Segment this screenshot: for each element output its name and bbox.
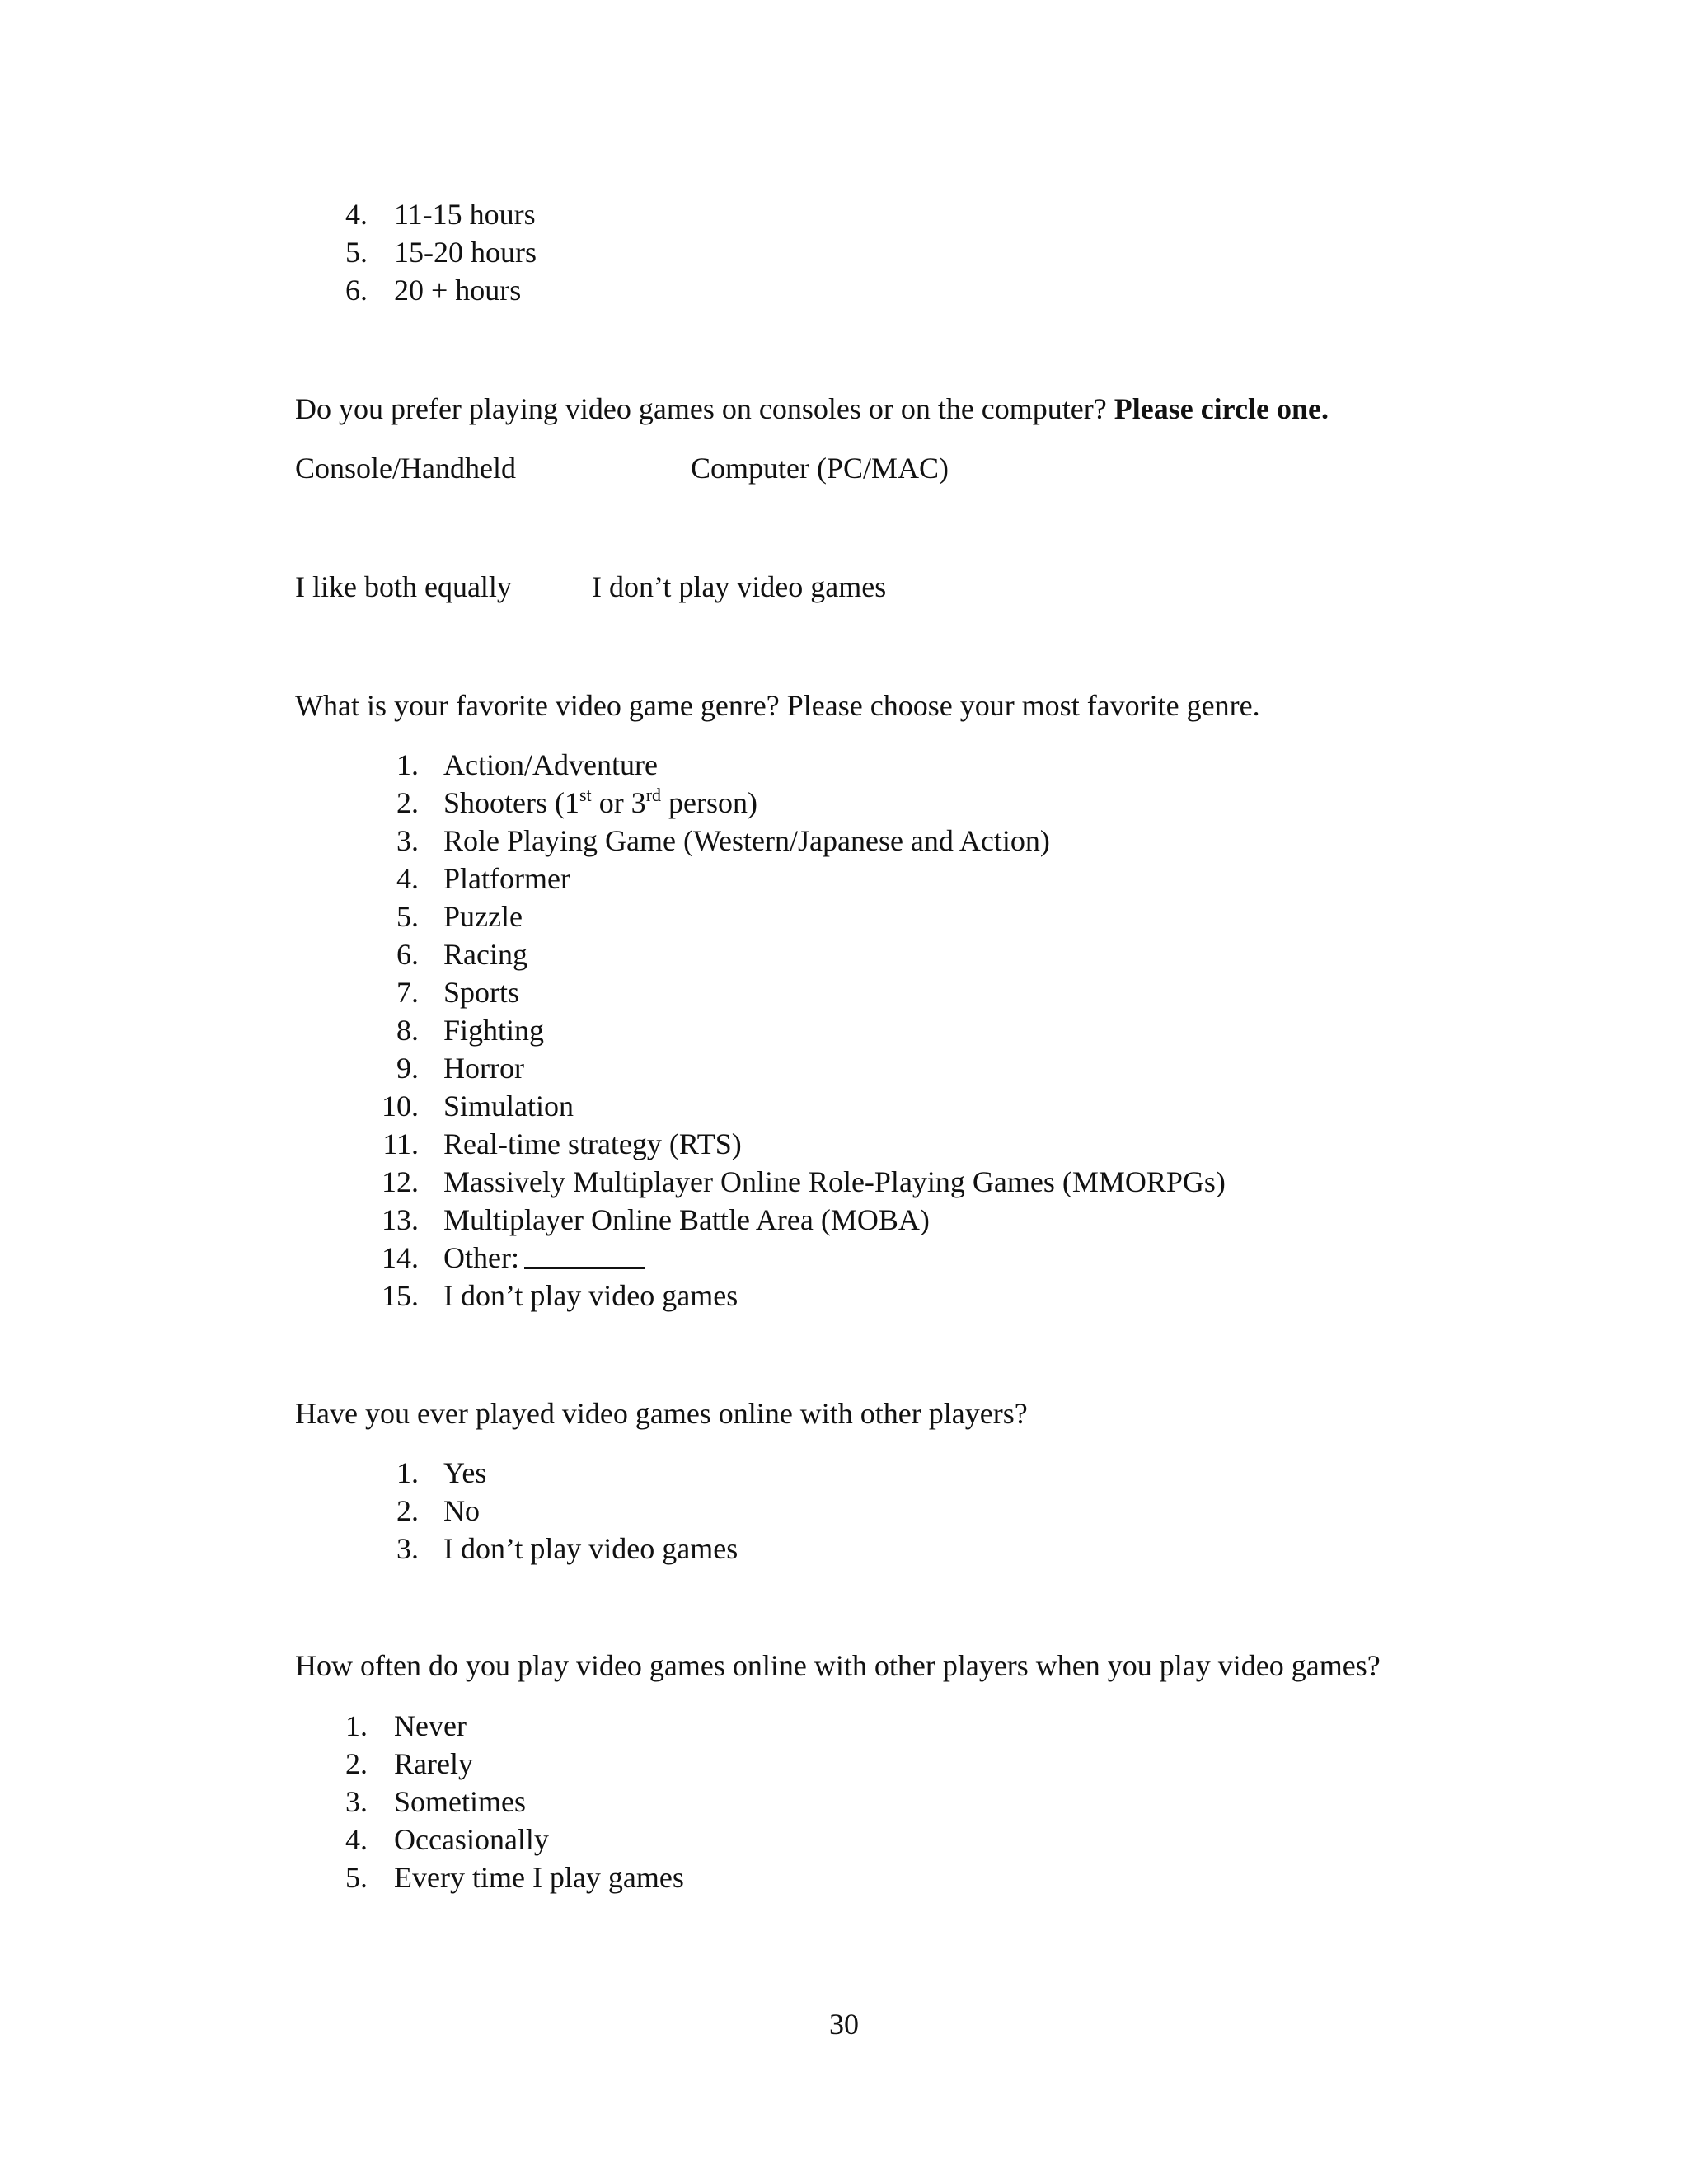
list-number: 15. — [382, 1279, 419, 1312]
option-both: I like both equally — [295, 570, 512, 603]
list-number: 12. — [382, 1165, 419, 1198]
list-item: Yes — [443, 1456, 487, 1489]
list-number: 5. — [396, 900, 419, 933]
list-item: I don’t play video games — [443, 1279, 738, 1312]
list-number: 2. — [396, 1494, 419, 1527]
list-item: No — [443, 1494, 480, 1527]
list-item: 15-20 hours — [394, 236, 537, 269]
list-number: 11. — [382, 1127, 419, 1160]
item-text: Other: — [443, 1241, 519, 1274]
list-item: Simulation — [443, 1090, 574, 1122]
list-number: 7. — [396, 976, 419, 1009]
list-item: Fighting — [443, 1014, 545, 1047]
list-number: 14. — [382, 1241, 419, 1274]
list-number: 10. — [382, 1090, 419, 1122]
list-item: Every time I play games — [394, 1861, 684, 1894]
question-genre: What is your favorite video game genre? Please choose your most favorite genre. — [295, 689, 1260, 722]
list-item: Rarely — [394, 1747, 473, 1780]
question-emphasis: Please circle one. — [1114, 392, 1329, 425]
list-item: Racing — [443, 938, 528, 971]
list-number: 13. — [382, 1203, 419, 1236]
list-item: Puzzle — [443, 900, 523, 933]
list-item: Never — [394, 1709, 467, 1742]
list-number: 1. — [345, 1709, 368, 1742]
item-text: Shooters (1 — [443, 786, 579, 819]
question-platform — [295, 390, 1329, 428]
list-item: Occasionally — [394, 1823, 549, 1856]
list-number: 5. — [345, 236, 368, 269]
list-item: Sometimes — [394, 1785, 526, 1818]
list-number: 3. — [345, 1785, 368, 1818]
list-item: Sports — [443, 976, 520, 1009]
list-number: 4. — [345, 1823, 368, 1856]
list-number: 4. — [396, 862, 419, 895]
page-number: 30 — [829, 2008, 859, 2041]
item-text: or 3 — [591, 786, 646, 819]
list-item: Real-time strategy (RTS) — [443, 1127, 742, 1160]
question-text: Do you prefer playing video games on consoles or on the computer? — [295, 392, 1107, 425]
list-number: 2. — [396, 786, 419, 819]
list-item: 11-15 hours — [394, 198, 536, 231]
list-item: I don’t play video games — [443, 1532, 738, 1565]
list-number: 1. — [396, 748, 419, 781]
question-online: Have you ever played video games online with other players? — [295, 1397, 1028, 1430]
fill-in-blank[interactable] — [524, 1242, 645, 1269]
superscript: st — [579, 785, 592, 805]
list-number: 8. — [396, 1014, 419, 1047]
list-number: 4. — [345, 198, 368, 231]
list-item: Role Playing Game (Western/Japanese and Action) — [443, 824, 1050, 857]
list-number: 3. — [396, 1532, 419, 1565]
list-number: 2. — [345, 1747, 368, 1780]
list-item: 20 + hours — [394, 274, 522, 307]
list-item: Platformer — [443, 862, 570, 895]
list-item: Action/Adventure — [443, 748, 658, 781]
list-number: 9. — [396, 1052, 419, 1085]
list-item — [443, 784, 757, 822]
option-console: Console/Handheld — [295, 452, 516, 485]
list-number: 1. — [396, 1456, 419, 1489]
question-frequency: How often do you play video games online with other players when you play video games? — [295, 1649, 1381, 1682]
list-item: Multiplayer Online Battle Area (MOBA) — [443, 1203, 930, 1236]
list-number: 3. — [396, 824, 419, 857]
superscript: rd — [645, 785, 662, 805]
list-number: 6. — [396, 938, 419, 971]
option-computer: Computer (PC/MAC) — [691, 452, 950, 485]
item-text: person) — [661, 786, 757, 819]
list-number: 5. — [345, 1861, 368, 1894]
list-item: Massively Multiplayer Online Role-Playing Games (MMORPGs) — [443, 1165, 1226, 1198]
list-item: Horror — [443, 1052, 524, 1085]
option-no-games: I don’t play video games — [592, 570, 887, 603]
list-number: 6. — [345, 274, 368, 307]
list-item — [443, 1239, 645, 1277]
